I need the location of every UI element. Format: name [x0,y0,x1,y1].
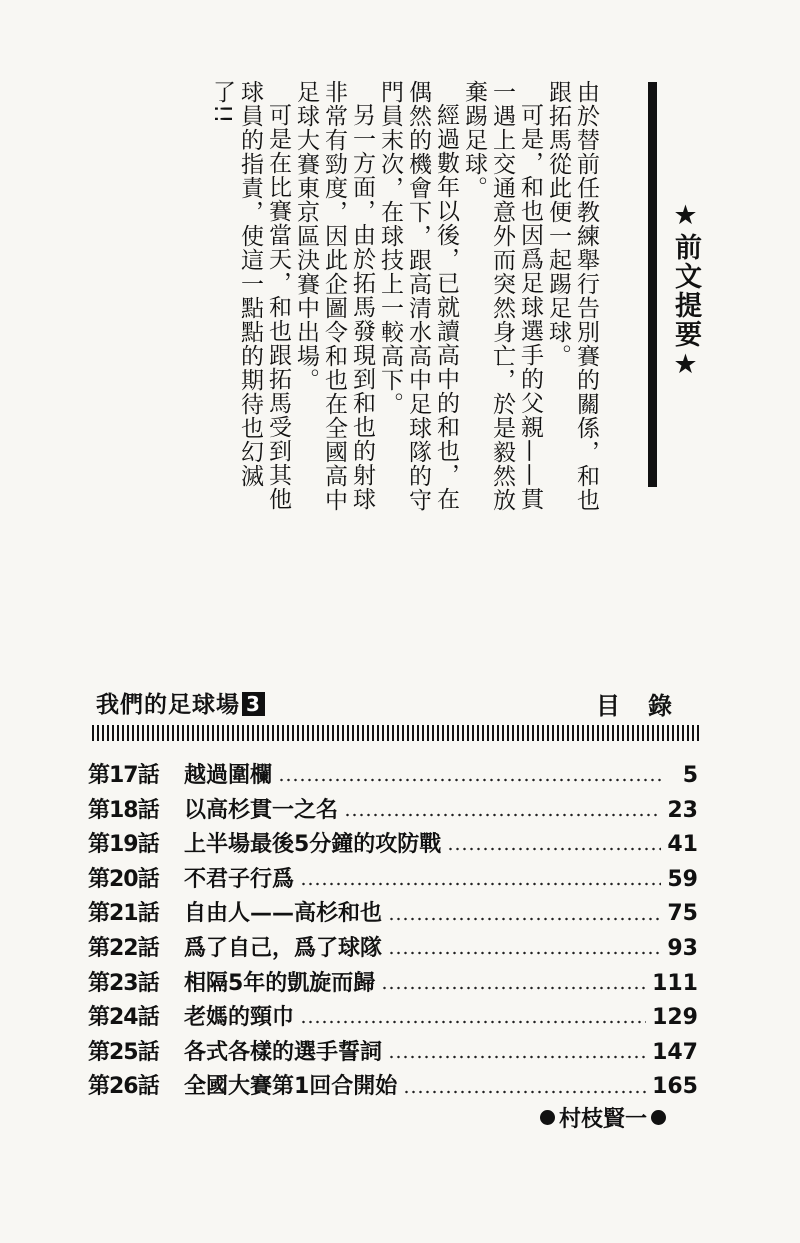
chapter-title: 全國大賽第1回合開始 [184,1074,398,1100]
dot-leader [388,1055,646,1059]
summary-paragraph: 經過數年以後，已就讀高中的和也，在偶然的機會下，跟高清水高中足球隊的守門員末次，在球技上一較高下。 [377,80,459,512]
vertical-rule [648,82,657,487]
chapter-title: 各式各樣的選手誓詞 [184,1039,383,1065]
book-title-wrap [96,686,265,719]
book-title: 我們的足球場 [96,692,240,718]
chapter-number: 第20話 [88,866,159,892]
chapter-page: 165 [652,1074,698,1100]
chapter-page: 111 [652,970,698,996]
summary-heading: ★前文提要★ [670,200,701,382]
bullet-dot-icon [540,1110,555,1125]
toc-header [96,686,700,720]
dot-leader [278,778,664,782]
chapter-number: 第18話 [88,797,159,823]
chapter-title: 上半場最後5分鐘的攻防戰 [184,832,442,858]
chapter-title: 越過圍欄 [184,763,273,788]
dot-leader [344,813,661,817]
chapter-number: 第19話 [88,832,159,858]
summary-text [140,80,600,520]
chapter-title: 相隔5年的凱旋而歸 [184,970,376,996]
chapter-page: 59 [667,866,698,892]
chapter-page: 75 [667,901,698,927]
dot-leader [300,1020,646,1024]
summary-paragraph: 由於替前任教練舉行告別賽的關係，和也跟拓馬從此便一起踢足球。 [545,80,599,512]
chapter-page: 129 [652,1005,698,1031]
toc-row [88,827,698,862]
chapter-number: 第24話 [88,1005,159,1031]
dot-leader [447,847,661,851]
toc-row [88,1069,698,1104]
dot-leader [403,1090,646,1094]
toc-row [88,931,698,966]
toc-list [88,758,698,1104]
chapter-number: 第21話 [88,901,159,927]
chapter-page: 23 [667,797,698,823]
summary-paragraph: 另一方面，由於拓馬發現到和也的射球非常有勁度，因此企圖令和也在全國高中足球大賽東京區決賽中出場。 [293,80,375,512]
chapter-page: 93 [667,935,698,961]
chapter-number: 第22話 [88,935,159,961]
chapter-number: 第23話 [88,970,159,996]
author-name: 村枝賢一 [559,1107,648,1132]
toc-row [88,1000,698,1035]
chapter-page: 5 [682,763,698,788]
chapter-number: 第25話 [88,1039,159,1065]
summary-heading-block [648,82,701,487]
toc-row [88,862,698,897]
chapter-number: 第26話 [88,1074,159,1100]
toc-row [88,758,698,793]
toc-label: 目錄 [596,692,700,720]
bullet-dot-icon [651,1110,666,1125]
chapter-number: 第17話 [88,763,159,788]
summary-paragraph: 可是，和也因爲足球選手的父親——貫一遇上交通意外而突然身亡，於是毅然放棄踢足球。 [461,80,543,512]
chapter-title: 自由人——高杉和也 [184,901,383,927]
chapter-title: 爲了自己，爲了球隊 [184,935,383,961]
chapter-title: 不君子行爲 [184,866,295,892]
chapter-page: 147 [652,1039,698,1065]
toc-row [88,966,698,1001]
toc-row [88,793,698,828]
summary-paragraph: 可是在比賽當天，和也跟拓馬受到其他球員的指責，使這一點點的期待也幻滅了!! [209,80,291,511]
author-credit [540,1102,700,1133]
dot-leader [388,951,661,955]
dot-leader [381,986,646,990]
decorative-ruler [92,725,702,741]
dot-leader [300,882,661,886]
volume-badge: 3 [242,692,265,716]
chapter-title: 老媽的頸巾 [184,1005,295,1031]
chapter-page: 41 [667,832,698,858]
toc-row [88,896,698,931]
chapter-title: 以高杉貫一之名 [184,797,339,823]
dot-leader [388,917,661,921]
toc-row [88,1035,698,1070]
